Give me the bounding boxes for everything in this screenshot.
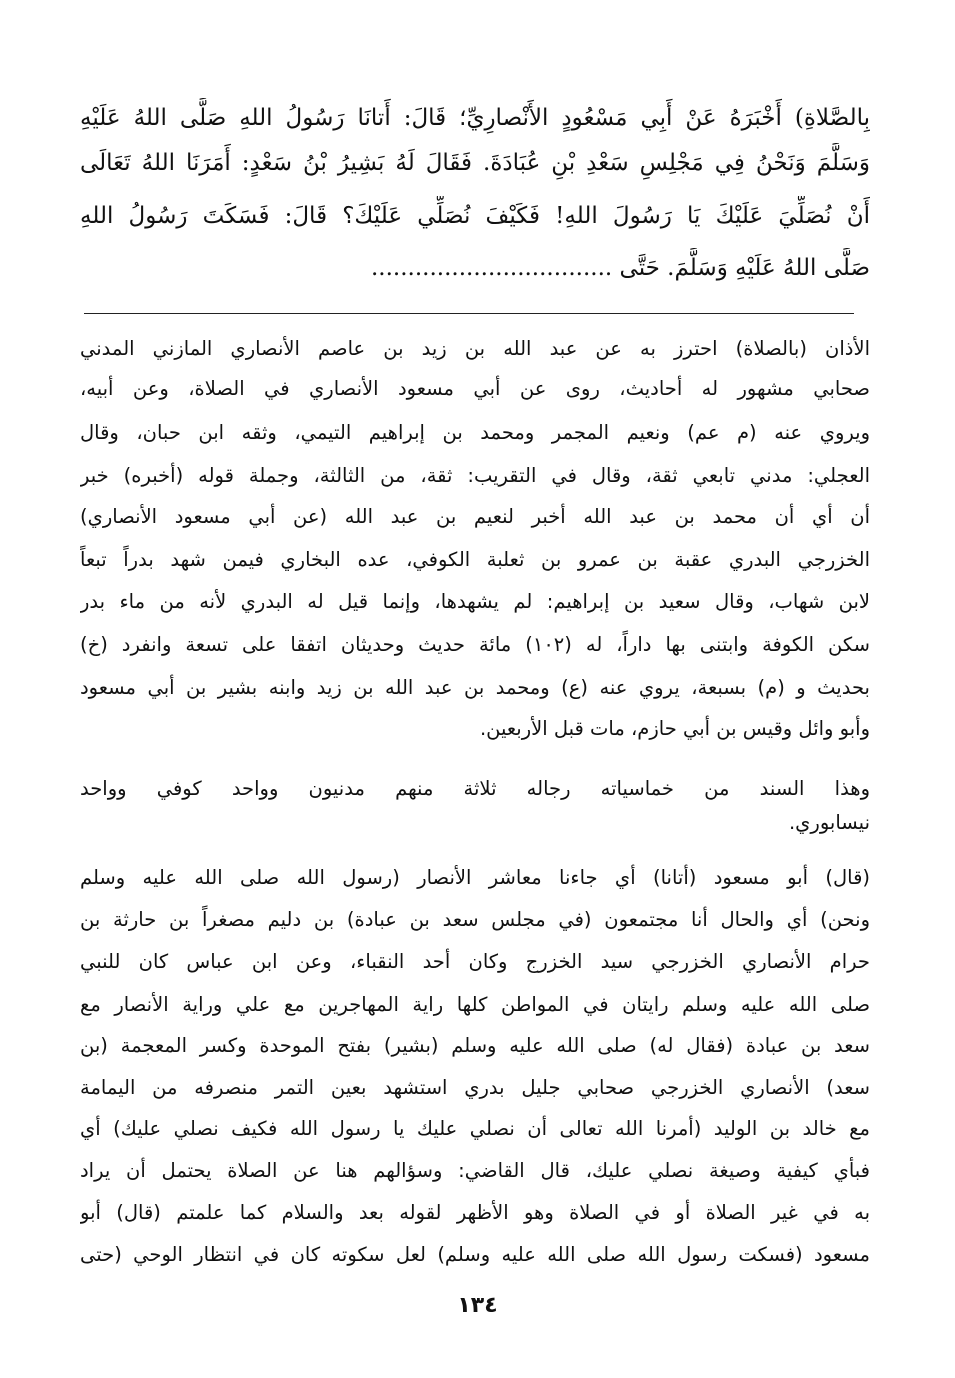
main-text-line: أَنْ نُصَلِّيَ عَلَيْكَ يَا رَسُولَ اللهِ! فَكَيْفَ نُصَلِّي عَلَيْكَ؟ قَالَ: فَسَكَتَ رَسُولُ اللهِ [80,203,870,229]
commentary-line: ونحن) أي والحال أنا مجتمعون (في مجلس سعد بن عبادة) بن دليم مصغراً بن حارثة بن [80,908,870,931]
commentary-line: صحابي مشهور له أحاديث، روى عن أبي مسعود الأنصاري في الصلاة، وعن أبيه، [80,377,870,400]
commentary-line: سعد) الأنصاري الخزرجي صحابي جليل بدري استشهد بعين التمر منصرفه من اليمامة [80,1076,870,1099]
commentary-line: الخزرجي البدري عقبة بن عمرو بن ثعلبة الكوفي، عده البخاري فيمن شهد بدراً تبعاً [80,548,870,571]
commentary-line: سكن الكوفة وابتنى بها داراً، له (١٠٢) مائة حديث وحديثان اتفقا على تسعة وانفرد (خ) [80,633,870,656]
commentary-line: مسعود (فسكت رسول الله صلى الله عليه وسلم) لعل سكوته كان في انتظار الوحي (حتى [80,1243,870,1266]
commentary-line: بحديث و (م) بسبعة، يروي عنه (ع) ومحمد بن عبد الله بن زيد وابنه بشير بن أبي مسعود [80,676,870,699]
commentary-line: العجلي: مدني تابعي ثقة، وقال في التقريب: ثقة، من الثالثة، وجملة قوله (أخبره) خبر [80,464,870,487]
main-text-line: وَسَلَّمَ وَنَحْنُ فِي مَجْلِسِ سَعْدِ بْنِ عُبَادَةَ. فَقَالَ لَهُ بَشِيرُ بْنُ سَعْدٍ: أَمَرَنَا اللهُ تَعَالَى [80,150,870,176]
commentary-line: صلى الله عليه وسلم رايتان في المواطن كلها راية المهاجرين مع علي وراية الأنصار مع [80,993,870,1016]
commentary-line: حرام الأنصاري الخزرجي سيد الخزرج وكان أحد النقباء، وعن ابن عباس كان للنبي [80,950,870,973]
commentary-line: (قال) أبو مسعود (أتانا) أي جاءنا معاشر الأنصار (رسول الله صلى الله عليه وسلم [80,866,870,889]
commentary-line: به في غير الصلاة أو في الصلاة وهو الأظهر لقوله بعد والسلام كما علمتم (قال) أبو [80,1201,870,1224]
commentary-line: الأذان (بالصلاة) احترز به عن عبد الله بن زيد بن عاصم الأنصاري المازني المدني [80,337,870,360]
main-text-line-last [80,248,870,288]
commentary-line: سعد بن عبادة (فقال له) صلى الله عليه وسلم (بشير) بفتح الموحدة وكسر المعجمة (بن [80,1034,870,1057]
commentary-line: وهذا السند من خماسياته رجاله ثلاثة منهم مدنيون وواحد كوفي وواحد [80,777,870,800]
commentary-line: ويروي عنه (م عم) ونعيم المجمر ومحمد بن إبراهيم التيمي، وثقه ابن حبان، وقال [80,421,870,444]
continuation-dots: ................................. [370,255,613,281]
commentary-line: لابن شهاب، وقال سعيد بن إبراهيم: لم يشهدها، وإنما قيل له البدري لأنه من ماء بدر [80,590,870,613]
commentary-line: مع خالد بن الوليد (أمرنا الله تعالى أن نصلي عليك يا رسول الله فكيف نصلي عليك) أي [80,1117,870,1140]
commentary-line: وأبو وائل وقيس بن أبي حازم، مات قبل الأربعين. [479,717,870,740]
main-text-fragment: صَلَّى اللهُ عَلَيْهِ وَسَلَّمَ. حَتَّى [619,255,870,281]
commentary-line: نيسابوري. [788,811,870,834]
commentary-line: أن أي أن محمد بن عبد الله أخبر لنعيم بن عبد الله (عن أبي مسعود الأنصاري) [80,505,870,528]
page-number: ١٣٤ [457,1293,498,1318]
main-text-line: بِالصَّلاةِ) أَخْبَرَهُ عَنْ أَبِي مَسْعُودٍ الأَنْصارِيِّ؛ قَالَ: أَتانَا رَسُولُ اللهِ صَلَّى اللهُ عَلَيْهِ [80,105,870,131]
footnote-separator [84,313,854,314]
commentary-line: فبأي كيفية وصيغة نصلي عليك، قال القاضي: وسؤالهم هنا عن الصلاة يحتمل أن يراد [80,1159,870,1182]
